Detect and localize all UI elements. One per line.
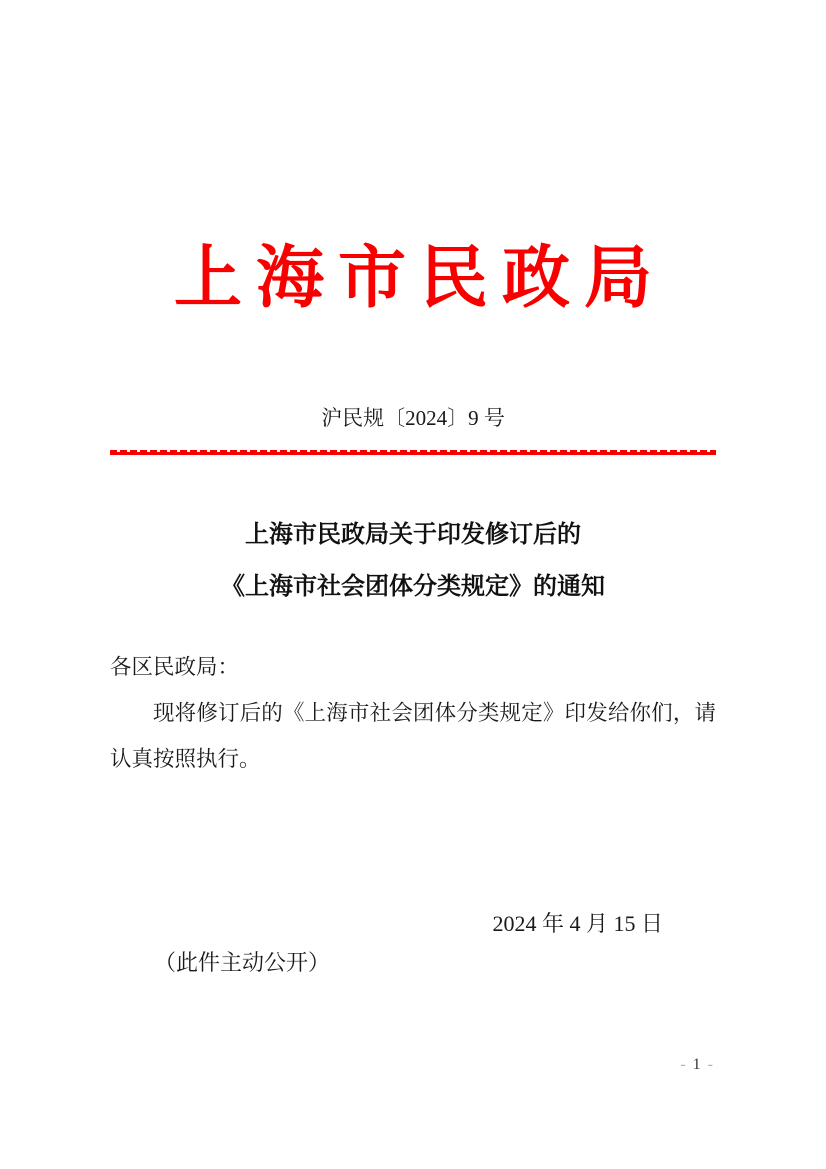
agency-name: 上海市民政局 (173, 240, 666, 316)
page-number-suffix-dash: - (707, 1056, 715, 1073)
doc-number: 沪民规〔2024〕9 号 (321, 406, 505, 430)
body-paragraph: 现将修订后的《上海市社会团体分类规定》印发给你们，请认真按照执行。 (110, 701, 716, 771)
notice-title (110, 509, 716, 613)
salutation: 各区民政局： (110, 655, 240, 679)
issue-date: 2024 年 4 月 15 日 (492, 911, 663, 936)
red-divider-line (110, 450, 716, 455)
notice-title-line1: 上海市民政局关于印发修订后的 (245, 522, 581, 548)
page-number (675, 1057, 720, 1073)
notice-body (110, 644, 716, 782)
page-number-value: 1 (692, 1056, 703, 1073)
document-content (110, 240, 716, 980)
agency-banner (110, 240, 716, 316)
disclosure-note: （此件主动公开） (154, 950, 331, 975)
notice-title-line2: 《上海市社会团体分类规定》的通知 (221, 574, 605, 600)
page-number-prefix-dash: - (680, 1056, 688, 1073)
